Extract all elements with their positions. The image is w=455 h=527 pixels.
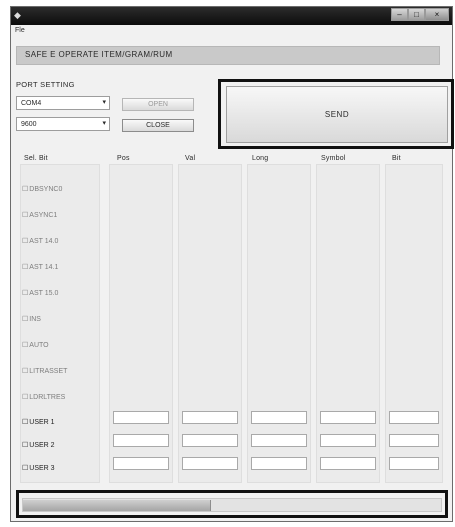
column-header-val: Val	[185, 155, 196, 162]
baud-select[interactable]	[16, 117, 110, 131]
send-button[interactable]: SEND	[226, 86, 448, 143]
title-bar[interactable]	[11, 7, 452, 25]
row-checkbox[interactable]	[22, 464, 55, 472]
column-header-long: Long	[252, 155, 269, 162]
row-checkbox[interactable]	[22, 289, 58, 297]
menu-bar	[11, 27, 452, 38]
user2-symbol-input[interactable]	[320, 434, 376, 447]
app-icon: ◆	[14, 10, 21, 20]
column-header-symbol: Symbol	[321, 155, 346, 162]
user2-bit-input[interactable]	[389, 434, 439, 447]
user2-long-input[interactable]	[251, 434, 307, 447]
user2-val-input[interactable]	[182, 434, 238, 447]
port-setting-label: PORT SETTING	[16, 80, 75, 89]
row-checkbox[interactable]	[22, 315, 41, 323]
column-header-bit: Bit	[392, 155, 401, 162]
user1-symbol-input[interactable]	[320, 411, 376, 424]
row-label: AST 14.0	[29, 238, 59, 245]
checkbox-icon[interactable]: ☐	[22, 264, 29, 271]
row-label: AUTO	[29, 342, 49, 349]
row-label: INS	[29, 316, 41, 323]
checkbox-icon[interactable]: ☐	[22, 290, 29, 297]
checkbox-icon[interactable]: ☐	[22, 394, 29, 401]
row-checkbox[interactable]	[22, 211, 57, 219]
row-label: LDRLTRES	[29, 394, 66, 401]
row-checkbox[interactable]	[22, 418, 55, 426]
user1-val-input[interactable]	[182, 411, 238, 424]
chevron-down-icon[interactable]: ▾	[102, 99, 106, 106]
row-label: AST 15.0	[29, 290, 59, 297]
maximize-button[interactable]: □	[408, 8, 425, 21]
user3-val-input[interactable]	[182, 457, 238, 470]
user2-pos-input[interactable]	[113, 434, 169, 447]
minimize-button[interactable]: –	[391, 8, 408, 21]
row-label: USER 2	[29, 442, 55, 449]
checkbox-icon[interactable]: ☐	[22, 419, 29, 426]
row-label: LITRASSET	[29, 368, 68, 375]
checkbox-icon[interactable]: ☐	[22, 186, 29, 193]
checkbox-icon[interactable]: ☐	[22, 442, 29, 449]
baud-select-value: 9600	[21, 121, 37, 128]
row-label: ASYNC1	[29, 212, 58, 219]
close-window-button[interactable]: ×	[425, 8, 449, 21]
user3-bit-input[interactable]	[389, 457, 439, 470]
chevron-down-icon[interactable]: ▾	[102, 120, 106, 127]
open-button[interactable]: OPEN	[122, 98, 194, 111]
row-label: DBSYNC0	[29, 186, 63, 193]
column-header-pos: Pos	[117, 155, 130, 162]
column-header-select: Sel. Bit	[24, 155, 48, 162]
row-checkbox[interactable]	[22, 185, 62, 193]
checkbox-icon[interactable]: ☐	[22, 342, 29, 349]
row-checkbox[interactable]	[22, 263, 58, 271]
row-checkbox[interactable]	[22, 367, 67, 375]
row-checkbox[interactable]	[22, 441, 55, 449]
row-checkbox[interactable]	[22, 237, 58, 245]
row-checkbox[interactable]	[22, 341, 49, 349]
port-select[interactable]	[16, 96, 110, 110]
scrollbar-thumb[interactable]	[23, 500, 211, 511]
header-bar: SAFE E OPERATE ITEM/GRAM/RUM	[16, 46, 440, 65]
user3-symbol-input[interactable]	[320, 457, 376, 470]
close-port-button[interactable]: CLOSE	[122, 119, 194, 132]
checkbox-icon[interactable]: ☐	[22, 316, 29, 323]
checkbox-icon[interactable]: ☐	[22, 212, 29, 219]
checkbox-icon[interactable]: ☐	[22, 465, 29, 472]
port-select-value: COM4	[21, 100, 42, 107]
row-label: USER 3	[29, 465, 55, 472]
row-label: AST 14.1	[29, 264, 59, 271]
row-label: USER 1	[29, 419, 55, 426]
row-checkbox[interactable]	[22, 393, 65, 401]
checkbox-icon[interactable]: ☐	[22, 238, 29, 245]
menu-file[interactable]: Fle	[15, 27, 25, 34]
user1-pos-input[interactable]	[113, 411, 169, 424]
user3-pos-input[interactable]	[113, 457, 169, 470]
user3-long-input[interactable]	[251, 457, 307, 470]
checkbox-icon[interactable]: ☐	[22, 368, 29, 375]
user1-bit-input[interactable]	[389, 411, 439, 424]
user1-long-input[interactable]	[251, 411, 307, 424]
horizontal-scrollbar[interactable]	[22, 498, 442, 512]
